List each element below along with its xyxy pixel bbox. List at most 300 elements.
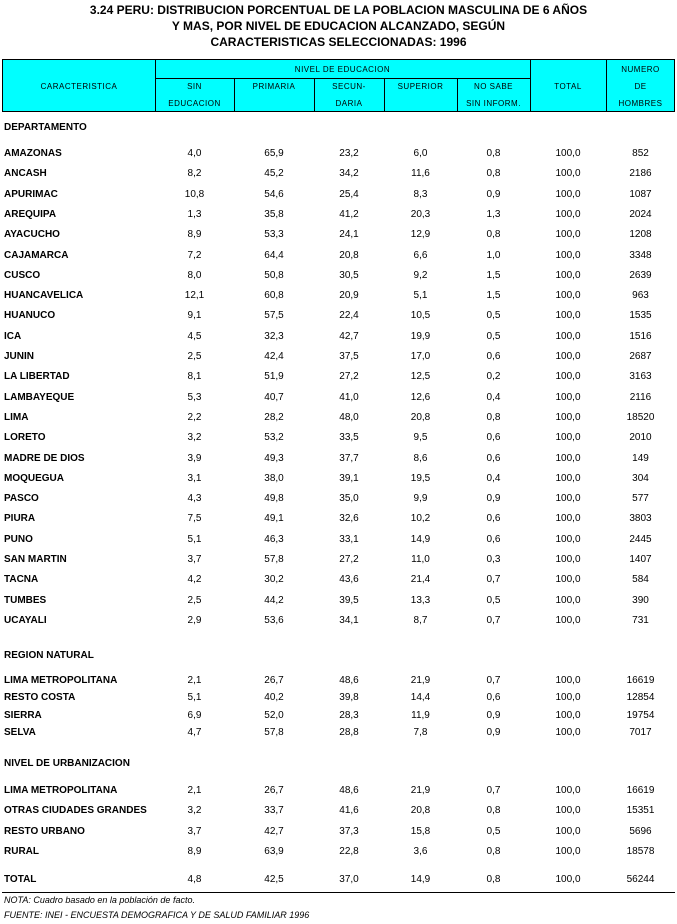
header-total: TOTAL (554, 82, 582, 91)
cell-no-sabe: 0,8 (486, 148, 501, 159)
cell-numero-hombres: 7017 (629, 726, 652, 738)
row-label: SAN MARTIN (4, 554, 67, 565)
table-row (0, 167, 677, 181)
cell-primaria: 63,9 (264, 845, 284, 857)
cell-superior: 14,9 (410, 874, 431, 885)
cell-secundaria: 37,3 (339, 825, 359, 837)
cell-no-sabe: 1,3 (486, 208, 501, 220)
table-title-line3: CARACTERISTICAS SELECCIONADAS: 1996 (210, 35, 467, 49)
cell-secundaria: 22,4 (339, 310, 359, 322)
cell-primaria: 40,7 (264, 391, 284, 403)
footer-divider (2, 892, 675, 893)
table-row (0, 512, 677, 526)
cell-sin-educacion: 2,5 (187, 351, 202, 362)
cell-numero-hombres: 2687 (629, 351, 652, 362)
table-title-line2: Y MAS, POR NIVEL DE EDUCACION ALCANZADO, SEGÚN (171, 19, 506, 33)
cell-secundaria: 34,1 (339, 614, 359, 626)
table-row (0, 553, 677, 567)
cell-secundaria: 28,8 (339, 726, 359, 738)
cell-no-sabe: 0,8 (486, 805, 501, 817)
cell-superior: 20,8 (410, 411, 431, 423)
header-educacion: EDUCACION (168, 99, 221, 108)
cell-secundaria: 35,0 (339, 493, 359, 505)
cell-secundaria: 39,1 (339, 472, 359, 484)
cell-total: 100,0 (555, 269, 581, 281)
cell-no-sabe: 1,5 (486, 269, 501, 281)
cell-numero-hombres: 1407 (629, 554, 652, 565)
cell-total: 100,0 (555, 845, 581, 857)
cell-numero-hombres: 3803 (629, 513, 652, 525)
cell-numero-hombres: 2116 (629, 391, 652, 403)
cell-secundaria: 48,6 (339, 785, 359, 796)
cell-total: 100,0 (555, 574, 581, 586)
row-label: RESTO URBANO (4, 825, 85, 837)
cell-no-sabe: 0,2 (486, 371, 501, 383)
header-superior: SUPERIOR (397, 82, 444, 91)
cell-numero-hombres: 1516 (629, 330, 652, 342)
table-row (0, 391, 677, 405)
row-label: LORETO (4, 432, 46, 444)
cell-superior: 19,9 (410, 330, 431, 342)
cell-primaria: 52,0 (264, 709, 284, 721)
cell-superior: 12,6 (410, 391, 431, 403)
table-row (0, 208, 677, 222)
cell-total: 100,0 (555, 874, 581, 885)
row-label: AYACUCHO (4, 229, 60, 241)
cell-superior: 11,6 (411, 168, 430, 180)
cell-secundaria: 30,5 (339, 269, 359, 281)
table-row (0, 188, 677, 202)
cell-primaria: 60,8 (264, 290, 284, 302)
row-label: PASCO (4, 493, 39, 505)
table-row (0, 411, 677, 425)
table-row (0, 594, 677, 608)
header-de: DE (634, 82, 647, 91)
cell-no-sabe: 1,0 (486, 249, 501, 261)
cell-sin-educacion: 2,9 (187, 614, 202, 626)
cell-primaria: 50,8 (264, 269, 284, 281)
cell-primaria: 45,2 (264, 168, 284, 180)
cell-secundaria: 28,3 (339, 709, 359, 721)
cell-no-sabe: 0,9 (486, 726, 501, 738)
cell-secundaria: 48,6 (339, 675, 359, 686)
cell-sin-educacion: 4,7 (187, 726, 202, 738)
cell-numero-hombres: 16619 (626, 785, 655, 796)
cell-total: 100,0 (555, 188, 581, 200)
cell-secundaria: 32,6 (339, 513, 359, 525)
table-row (0, 330, 677, 344)
cell-total: 100,0 (555, 249, 581, 261)
cell-superior: 11,0 (411, 554, 430, 565)
cell-secundaria: 34,2 (339, 168, 359, 180)
row-label: HUANUCO (4, 310, 56, 322)
cell-numero-hombres: 2024 (629, 208, 652, 220)
table-title-line1: 3.24 PERU: DISTRIBUCION PORCENTUAL DE LA POBLACION MASCULINA DE 6 AÑOS (89, 3, 588, 17)
table-row (0, 784, 677, 798)
row-label: ICA (4, 330, 22, 342)
cell-no-sabe: 1,5 (486, 290, 501, 302)
cell-no-sabe: 0,5 (486, 825, 501, 837)
cell-sin-educacion: 3,2 (187, 432, 202, 444)
cell-sin-educacion: 8,9 (187, 229, 202, 241)
cell-sin-educacion: 4,8 (187, 874, 202, 885)
cell-sin-educacion: 8,9 (187, 845, 202, 857)
cell-sin-educacion: 4,5 (187, 330, 202, 342)
cell-primaria: 54,6 (264, 188, 284, 200)
cell-secundaria: 25,4 (339, 188, 359, 200)
cell-no-sabe: 0,9 (486, 188, 501, 200)
cell-total: 100,0 (555, 825, 581, 837)
footer-fuente: FUENTE: INEI - ENCUESTA DEMOGRAFICA Y DE SALUD FAMILIAR 1996 (4, 910, 310, 920)
cell-total: 100,0 (555, 472, 581, 484)
cell-total: 100,0 (555, 594, 581, 606)
cell-no-sabe: 0,9 (486, 493, 501, 505)
cell-superior: 8,6 (413, 452, 428, 464)
cell-no-sabe: 0,7 (486, 574, 501, 586)
cell-superior: 10,2 (410, 513, 431, 525)
cell-primaria: 35,8 (264, 208, 284, 220)
cell-superior: 9,9 (413, 493, 428, 505)
table-row (0, 533, 677, 547)
cell-sin-educacion: 7,5 (187, 513, 202, 525)
cell-superior: 7,8 (413, 726, 428, 738)
cell-primaria: 26,7 (264, 785, 284, 796)
table-row-total (0, 873, 677, 887)
cell-primaria: 53,3 (264, 229, 284, 241)
cell-superior: 12,9 (410, 229, 431, 241)
cell-sin-educacion: 1,3 (187, 208, 202, 220)
header-no-sabe: NO SABE (473, 82, 514, 91)
table-row (0, 492, 677, 506)
cell-secundaria: 39,5 (339, 594, 359, 606)
cell-primaria: 49,1 (264, 513, 284, 525)
cell-no-sabe: 0,8 (486, 874, 501, 885)
cell-total: 100,0 (555, 785, 581, 796)
row-label: MOQUEGUA (4, 472, 64, 484)
cell-primaria: 30,2 (264, 574, 284, 586)
row-label: JUNIN (4, 351, 35, 362)
cell-no-sabe: 0,7 (486, 614, 501, 626)
cell-sin-educacion: 12,1 (184, 290, 205, 302)
cell-primaria: 33,7 (264, 805, 284, 817)
cell-no-sabe: 0,3 (486, 554, 501, 565)
table-row (0, 709, 677, 723)
cell-secundaria: 48,0 (339, 411, 359, 423)
cell-primaria: 57,5 (264, 310, 284, 322)
table-row (0, 726, 677, 740)
cell-no-sabe: 0,8 (486, 845, 501, 857)
cell-secundaria: 20,8 (339, 249, 359, 261)
row-label: ANCASH (4, 168, 47, 180)
cell-no-sabe: 0,5 (486, 330, 501, 342)
row-label: SELVA (4, 726, 36, 738)
table-row (0, 845, 677, 859)
cell-total: 100,0 (555, 709, 581, 721)
cell-superior: 21,9 (410, 785, 431, 796)
row-label: UCAYALI (4, 614, 47, 626)
cell-numero-hombres: 12854 (626, 692, 655, 704)
header-sin-inform: SIN INFORM. (466, 99, 521, 108)
cell-numero-hombres: 1208 (629, 229, 652, 241)
cell-total: 100,0 (555, 371, 581, 383)
cell-secundaria: 20,9 (339, 290, 359, 302)
cell-sin-educacion: 5,1 (187, 533, 202, 545)
table-row (0, 269, 677, 283)
cell-numero-hombres: 18578 (626, 845, 655, 857)
cell-no-sabe: 0,8 (486, 229, 501, 241)
cell-total: 100,0 (555, 675, 581, 686)
cell-primaria: 65,9 (264, 148, 284, 159)
cell-total: 100,0 (555, 229, 581, 241)
cell-sin-educacion: 3,9 (187, 452, 202, 464)
cell-total: 100,0 (555, 351, 581, 362)
cell-numero-hombres: 2639 (629, 269, 652, 281)
cell-superior: 20,8 (410, 805, 431, 817)
cell-secundaria: 37,0 (339, 874, 359, 885)
cell-no-sabe: 0,4 (486, 472, 501, 484)
row-label: PUNO (4, 533, 33, 545)
cell-numero-hombres: 18520 (626, 411, 655, 423)
cell-sin-educacion: 6,9 (187, 709, 202, 721)
row-label: CAJAMARCA (4, 249, 69, 261)
cell-no-sabe: 0,6 (486, 452, 501, 464)
cell-superior: 17,0 (410, 351, 431, 362)
cell-primaria: 57,8 (264, 554, 284, 565)
cell-numero-hombres: 2010 (629, 432, 652, 444)
cell-no-sabe: 0,6 (486, 513, 501, 525)
cell-sin-educacion: 8,0 (187, 269, 202, 281)
cell-numero-hombres: 19754 (626, 709, 655, 721)
cell-sin-educacion: 3,1 (187, 472, 202, 484)
cell-numero-hombres: 2445 (629, 533, 652, 545)
cell-total: 100,0 (555, 452, 581, 464)
cell-numero-hombres: 731 (632, 614, 649, 626)
cell-primaria: 44,2 (264, 594, 284, 606)
row-label: LIMA (4, 411, 29, 423)
cell-primaria: 26,7 (264, 675, 284, 686)
row-label: TACNA (4, 574, 39, 586)
table-row (0, 431, 677, 445)
cell-superior: 8,7 (413, 614, 428, 626)
table-row (0, 472, 677, 486)
cell-primaria: 49,3 (264, 452, 284, 464)
header-hombres: HOMBRES (618, 99, 663, 108)
section-nivel-urbanizacion: NIVEL DE URBANIZACION (4, 758, 130, 769)
cell-primaria: 57,8 (264, 726, 284, 738)
row-label: LAMBAYEQUE (4, 391, 75, 403)
cell-numero-hombres: 3163 (629, 371, 652, 383)
cell-sin-educacion: 10,8 (184, 188, 205, 200)
cell-superior: 13,3 (410, 594, 431, 606)
cell-primaria: 53,6 (264, 614, 284, 626)
cell-secundaria: 37,5 (339, 351, 359, 362)
cell-numero-hombres: 16619 (626, 675, 655, 686)
cell-superior: 6,6 (413, 249, 428, 261)
cell-superior: 5,1 (413, 290, 428, 302)
cell-numero-hombres: 15351 (626, 805, 655, 817)
cell-primaria: 40,2 (264, 692, 284, 704)
cell-total: 100,0 (555, 391, 581, 403)
footer-nota: NOTA: Cuadro basado en la población de facto. (4, 895, 195, 905)
cell-sin-educacion: 4,2 (187, 574, 202, 586)
section-departamento: DEPARTAMENTO (4, 122, 87, 133)
cell-total: 100,0 (555, 614, 581, 626)
cell-sin-educacion: 2,1 (187, 785, 202, 796)
table-row (0, 289, 677, 303)
cell-numero-hombres: 852 (632, 148, 649, 159)
cell-secundaria: 24,1 (339, 229, 359, 241)
cell-superior: 9,5 (413, 432, 428, 444)
cell-superior: 10,5 (410, 310, 431, 322)
cell-numero-hombres: 577 (632, 493, 649, 505)
cell-no-sabe: 0,6 (486, 533, 501, 545)
cell-no-sabe: 0,8 (486, 411, 501, 423)
cell-numero-hombres: 390 (632, 594, 649, 606)
table-row (0, 674, 677, 688)
cell-superior: 12,5 (410, 371, 431, 383)
cell-total: 100,0 (555, 148, 581, 159)
row-label: LA LIBERTAD (4, 371, 70, 383)
table-row (0, 309, 677, 323)
table-row (0, 614, 677, 628)
row-label: LIMA METROPOLITANA (4, 785, 118, 796)
cell-total: 100,0 (555, 533, 581, 545)
cell-total: 100,0 (555, 432, 581, 444)
cell-total: 100,0 (555, 493, 581, 505)
cell-superior: 21,9 (410, 675, 431, 686)
header-caracteristica: CARACTERISTICA (40, 82, 118, 91)
cell-total: 100,0 (555, 168, 581, 180)
cell-sin-educacion: 5,3 (187, 391, 202, 403)
cell-sin-educacion: 5,1 (187, 692, 202, 704)
cell-secundaria: 37,7 (339, 452, 359, 464)
cell-numero-hombres: 3348 (629, 249, 652, 261)
table-row (0, 350, 677, 364)
table-row (0, 691, 677, 705)
cell-sin-educacion: 3,7 (187, 825, 202, 837)
cell-primaria: 64,4 (264, 249, 284, 261)
cell-no-sabe: 0,6 (486, 692, 501, 704)
cell-superior: 14,4 (410, 692, 431, 704)
cell-no-sabe: 0,8 (486, 168, 501, 180)
cell-primaria: 42,7 (264, 825, 284, 837)
cell-numero-hombres: 56244 (626, 874, 655, 885)
cell-superior: 15,8 (410, 825, 431, 837)
cell-secundaria: 39,8 (339, 692, 359, 704)
header-sin: SIN (187, 82, 202, 91)
cell-total: 100,0 (555, 330, 581, 342)
table-row (0, 825, 677, 839)
cell-total: 100,0 (555, 290, 581, 302)
cell-sin-educacion: 4,0 (187, 148, 202, 159)
table-row (0, 147, 677, 161)
cell-secundaria: 42,7 (339, 330, 359, 342)
cell-no-sabe: 0,9 (486, 709, 501, 721)
cell-primaria: 42,4 (264, 351, 284, 362)
table-row (0, 452, 677, 466)
cell-superior: 11,9 (411, 709, 430, 721)
cell-primaria: 46,3 (264, 533, 284, 545)
row-label: TUMBES (4, 594, 47, 606)
cell-primaria: 32,3 (264, 330, 284, 342)
cell-superior: 8,3 (413, 188, 428, 200)
cell-total: 100,0 (555, 310, 581, 322)
cell-no-sabe: 0,7 (486, 675, 501, 686)
header-daria: DARIA (335, 99, 363, 108)
row-label: RESTO COSTA (4, 692, 76, 704)
cell-total: 100,0 (555, 554, 581, 565)
row-label: MADRE DE DIOS (4, 452, 85, 464)
table-row (0, 804, 677, 818)
cell-no-sabe: 0,6 (486, 351, 501, 362)
row-label: OTRAS CIUDADES GRANDES (4, 805, 147, 817)
row-label: LIMA METROPOLITANA (4, 675, 118, 686)
cell-total: 100,0 (555, 208, 581, 220)
cell-no-sabe: 0,5 (486, 310, 501, 322)
cell-secundaria: 33,5 (339, 432, 359, 444)
cell-sin-educacion: 4,3 (187, 493, 202, 505)
table-row (0, 370, 677, 384)
cell-no-sabe: 0,6 (486, 432, 501, 444)
table-row (0, 249, 677, 263)
cell-secundaria: 41,2 (339, 208, 359, 220)
cell-numero-hombres: 1087 (629, 188, 652, 200)
row-label: HUANCAVELICA (4, 290, 84, 302)
cell-secundaria: 27,2 (339, 371, 359, 383)
cell-numero-hombres: 5696 (629, 825, 652, 837)
cell-primaria: 53,2 (264, 432, 284, 444)
cell-secundaria: 33,1 (339, 533, 359, 545)
cell-secundaria: 41,0 (339, 391, 359, 403)
cell-no-sabe: 0,4 (486, 391, 501, 403)
cell-sin-educacion: 8,2 (187, 168, 202, 180)
row-label: TOTAL (4, 874, 37, 885)
cell-total: 100,0 (555, 513, 581, 525)
section-region-natural: REGION NATURAL (4, 650, 94, 661)
cell-primaria: 49,8 (264, 493, 284, 505)
row-label: SIERRA (4, 709, 42, 721)
cell-numero-hombres: 149 (632, 452, 649, 464)
cell-primaria: 28,2 (264, 411, 284, 423)
row-label: AMAZONAS (4, 148, 62, 159)
cell-sin-educacion: 7,2 (187, 249, 202, 261)
cell-primaria: 51,9 (264, 371, 284, 383)
cell-primaria: 42,5 (264, 874, 284, 885)
table-row (0, 573, 677, 587)
cell-secundaria: 27,2 (339, 554, 359, 565)
row-label: RURAL (4, 845, 39, 857)
header-primaria: PRIMARIA (252, 82, 296, 91)
cell-total: 100,0 (555, 692, 581, 704)
cell-sin-educacion: 3,7 (187, 554, 202, 565)
header-numero: NUMERO (621, 65, 660, 74)
table-row (0, 228, 677, 242)
cell-no-sabe: 0,7 (486, 785, 501, 796)
cell-numero-hombres: 2186 (629, 168, 652, 180)
cell-sin-educacion: 2,1 (187, 675, 202, 686)
header-secun: SECUN- (332, 82, 366, 91)
row-label: APURIMAC (4, 188, 58, 200)
cell-sin-educacion: 2,5 (187, 594, 202, 606)
cell-superior: 20,3 (410, 208, 431, 220)
cell-sin-educacion: 3,2 (187, 805, 202, 817)
cell-superior: 9,2 (413, 269, 428, 281)
row-label: AREQUIPA (4, 208, 57, 220)
cell-sin-educacion: 9,1 (187, 310, 202, 322)
cell-numero-hombres: 963 (632, 290, 649, 302)
cell-total: 100,0 (555, 411, 581, 423)
cell-secundaria: 43,6 (339, 574, 359, 586)
